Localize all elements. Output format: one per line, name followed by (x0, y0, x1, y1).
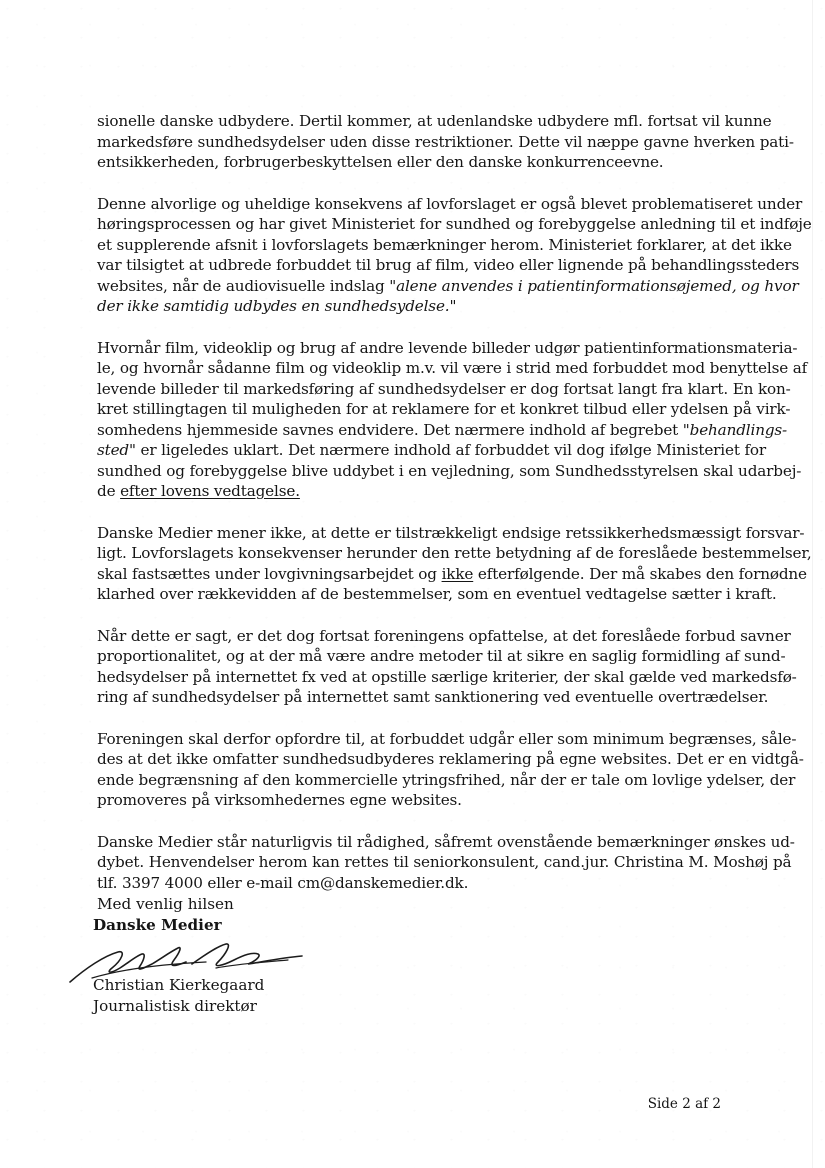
text-line: ring af sundhedsydelser på internettet samt sanktionering ved eventuelle overtrædelser. (97, 688, 769, 706)
letter-body (97, 111, 812, 914)
text-line: Hvornår film, videoklip og brug af andre levende billeder udgør patientinformationsmateria- (97, 338, 798, 357)
closing-greeting: Med venlig hilsen (97, 895, 234, 913)
text-segment: websites, når de audiovisuelle indslag (97, 276, 390, 295)
text-segment: er ligeledes uklart. Det nærmere indhold af forbuddet vil dog ifølge Ministeriet for (135, 441, 767, 459)
text-line: kret stillingtagen til muligheden for at reklamere for et konkret tilbud eller ydelsen på virk- (97, 400, 791, 418)
text-line: tlf. 3397 4000 eller e-mail cm@danskemedier.dk. (97, 873, 469, 892)
text-line: høringsprocessen og har givet Ministeriet for sundhed og forebyggelse anledning til et indføje (97, 215, 812, 233)
text-line: ende begrænsning af den kommercielle ytringsfrihed, når der er tale om lovlige ydelser, der (97, 770, 796, 789)
paragraph-5 (97, 626, 797, 708)
italic-term: sted" (97, 441, 136, 459)
signer-title: Journalistisk direktør (93, 997, 257, 1015)
paragraph-4 (97, 523, 812, 605)
text-line (97, 276, 799, 297)
text-segment: skal fastsættes under lovgivningsarbejdet og (97, 564, 442, 583)
italic-quote: "alene anvendes i patientinformationsøjemed, og hvor (389, 276, 799, 295)
text-line: le, og hvornår sådanne film og videoklip m.v. vil være i strid med forbuddet mod benyttelse af (97, 359, 808, 377)
text-line (97, 296, 723, 317)
text-line: sionelle danske udbydere. Dertil kommer, at udenlandske udbydere mfl. fortsat vil kunne (97, 112, 772, 130)
text-line: dybet. Henvendelser herom kan rettes til seniorkonsulent, cand.jur. Christina M. Moshøj på (97, 853, 792, 871)
letter-closing (93, 894, 234, 935)
text-line: Denne alvorlige og uheldige konsekvens af lovforslaget er også blevet problematiseret under (97, 194, 803, 213)
underlined-text: efter lovens vedtagelse. (120, 482, 300, 500)
text-line: Danske Medier står naturligvis til rådighed, såfremt ovenstående bemærkninger ønskes ud- (97, 832, 795, 851)
paragraph-3 (97, 338, 808, 502)
italic-quote: der ikke samtidig udbydes en sundhedsydelse." (97, 297, 457, 315)
text-segment: somhedens hjemmeside savnes endvidere. Det nærmere indhold af begrebet (97, 420, 683, 439)
text-line (97, 420, 788, 441)
text-segment: de (97, 482, 121, 500)
text-line: var tilsigtet at udbrede forbuddet til brug af film, video eller lignende på behandlingssteders (97, 256, 800, 274)
signer-block (93, 975, 264, 1017)
paragraph-6 (97, 729, 804, 811)
text-line: entsikkerheden, forbrugerbeskyttelsen eller den danske konkurrenceevne. (97, 153, 664, 171)
text-line: des at det ikke omfatter sundhedsudbyderes reklamering på egne websites. Det er en vidtgå- (97, 750, 804, 768)
paragraph-2 (97, 194, 812, 317)
text-line (97, 481, 723, 502)
page-number: Side 2 af 2 (647, 1096, 721, 1112)
paragraph-1 (97, 111, 794, 173)
paragraph-7 (97, 832, 795, 894)
text-line: levende billeder til markedsføring af sundhedsydelser er dog fortsat langt fra klart. En kon- (97, 379, 791, 398)
text-line: et supplerende afsnit i lovforslagets bemærkninger herom. Ministeriet forklarer, at det ikke (97, 235, 792, 254)
text-line: ligt. Lovforslagets konsekvenser herunder den rette betydning af de foreslåede bestemmelser, (97, 544, 812, 562)
text-line: klarhed over rækkevidden af de bestemmelser, som en eventuel vedtagelse sætter i kraft. (97, 585, 777, 603)
text-line: Foreningen skal derfor opfordre til, at forbuddet udgår eller som minimum begrænses, såle- (97, 729, 797, 748)
text-line: promoveres på virksomhedernes egne websites. (97, 791, 462, 809)
page-edge-line (812, 0, 813, 1168)
italic-term: "behandlings- (682, 420, 788, 439)
text-line: proportionalitet, og at der må være andre metoder til at sikre en saglig formidling af sund- (97, 647, 786, 665)
text-line: sundhed og forebyggelse blive uddybet i en vejledning, som Sundhedsstyrelsen skal udarbej- (97, 461, 802, 480)
text-segment: efterfølgende. Der må skabes den fornødne (473, 564, 807, 583)
closing-organization: Danske Medier (93, 915, 222, 934)
text-line (97, 440, 767, 461)
text-line: Danske Medier mener ikke, at dette er tilstrækkeligt endsige retssikkerhedsmæssigt forsvar- (97, 523, 805, 542)
underlined-text: ikke (441, 564, 474, 583)
text-line (97, 564, 807, 585)
signer-name: Christian Kierkegaard (93, 976, 265, 994)
text-line: Når dette er sagt, er det dog fortsat foreningens opfattelse, at det foreslåede forbud savner (97, 626, 791, 645)
text-line: markedsføre sundhedsydelser uden disse restriktioner. Dette vil næppe gavne hverken pati- (97, 132, 794, 151)
text-line: hedsydelser på internettet fx ved at opstille særlige kriterier, der skal gælde ved markedsfø- (97, 667, 797, 686)
